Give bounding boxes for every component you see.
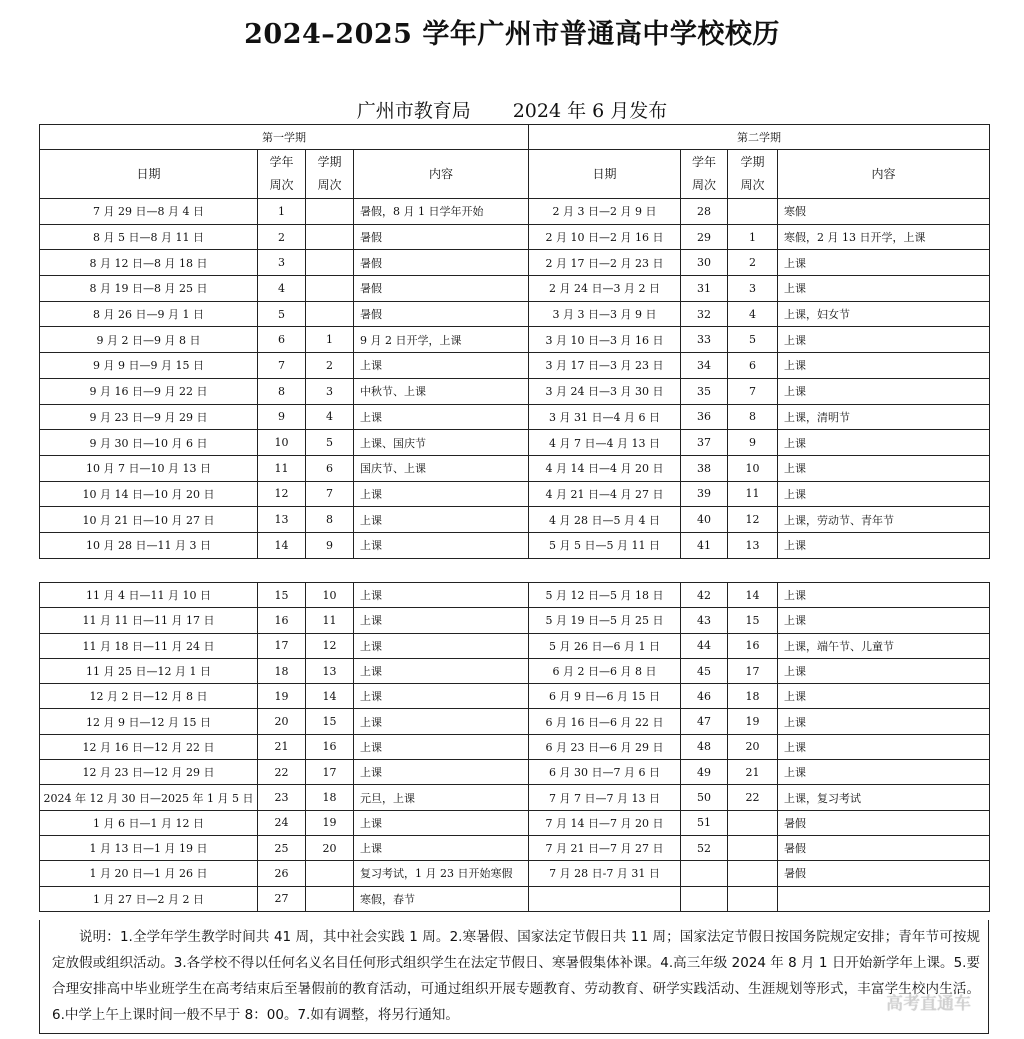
table-row: [40, 709, 990, 734]
s1-year-week: 22: [258, 760, 306, 785]
header-content: 内容: [354, 150, 529, 199]
s1-content: 上课: [354, 532, 529, 558]
s1-year-week: 4: [258, 276, 306, 302]
s1-date: 12 月 2 日—12 月 8 日: [40, 684, 258, 709]
s2-year-week: 46: [681, 684, 728, 709]
s2-term-week: 2: [728, 250, 778, 276]
s2-year-week: 30: [681, 250, 728, 276]
s2-content: 上课: [778, 327, 990, 353]
s2-term-week: 8: [728, 404, 778, 430]
table-row: [40, 481, 990, 507]
s1-year-week: 26: [258, 861, 306, 886]
table-row: [40, 455, 990, 481]
table-row: [40, 810, 990, 835]
s1-term-week: [306, 199, 354, 225]
s1-date: 12 月 23 日—12 月 29 日: [40, 760, 258, 785]
s1-date: 11 月 11 日—11 月 17 日: [40, 608, 258, 633]
s1-date: 9 月 2 日—9 月 8 日: [40, 327, 258, 353]
s2-year-week: 48: [681, 734, 728, 759]
s2-content: 上课，复习考试: [778, 785, 990, 810]
notes: 说明：1.全学年学生教学时间共 41 周，其中社会实践 1 周。2.寒暑假、国家法定节假日共 11 周；国家法定节假日按国务院规定安排；青年节可按规定放假或组织活动。3.各学校不得以任何名义名目任何形式组织学生在法定节假日、寒暑假集体补课。4.高三年级 2024 年 8 月 1 日开始新学年上课。5.要合理安排高中毕业班学生在高考结束后至暑假前的教育活动，可通过组织开展专题教育、劳动教育、研学实践活动、生涯规划等形式，丰富学生校内生活。6.中学上午上课时间一般不早于 8：00。7.如有调整，将另行通知。: [39, 920, 989, 1034]
header-term-week: 学期 周次: [306, 150, 354, 199]
s2-year-week: 38: [681, 455, 728, 481]
s1-content: 暑假: [354, 301, 529, 327]
s1-term-week: 13: [306, 658, 354, 683]
s1-term-week: 2: [306, 353, 354, 379]
s2-date: 7 月 14 日—7 月 20 日: [529, 810, 681, 835]
s1-year-week: 8: [258, 378, 306, 404]
watermark: 高考直通车: [886, 994, 971, 1014]
s2-content: 上课: [778, 658, 990, 683]
s1-term-week: 20: [306, 835, 354, 860]
s2-content: 上课: [778, 608, 990, 633]
s2-content: [778, 886, 990, 911]
s2-content: 上课: [778, 276, 990, 302]
s1-term-week: 8: [306, 507, 354, 533]
s1-date: 8 月 19 日—8 月 25 日: [40, 276, 258, 302]
s1-date: 1 月 27 日—2 月 2 日: [40, 886, 258, 911]
s1-date: 8 月 5 日—8 月 11 日: [40, 224, 258, 250]
s1-content: 中秋节、上课: [354, 378, 529, 404]
table-row: [40, 886, 990, 911]
s2-year-week: 47: [681, 709, 728, 734]
s1-year-week: 3: [258, 250, 306, 276]
s1-content: 国庆节、上课: [354, 455, 529, 481]
s2-year-week: 36: [681, 404, 728, 430]
s2-content: 上课: [778, 583, 990, 608]
s1-date: 11 月 18 日—11 月 24 日: [40, 633, 258, 658]
s2-content: 上课: [778, 684, 990, 709]
s1-content: 寒假，春节: [354, 886, 529, 911]
s1-term-week: 3: [306, 378, 354, 404]
s2-term-week: 20: [728, 734, 778, 759]
s2-term-week: 16: [728, 633, 778, 658]
s1-term-week: 18: [306, 785, 354, 810]
s2-year-week: 51: [681, 810, 728, 835]
table-row: [40, 378, 990, 404]
s1-year-week: 19: [258, 684, 306, 709]
s1-term-week: 4: [306, 404, 354, 430]
calendar-table-part2: [39, 582, 990, 912]
s1-content: 上课: [354, 507, 529, 533]
s2-term-week: [728, 886, 778, 911]
s2-year-week: 42: [681, 583, 728, 608]
s2-content: 上课，清明节: [778, 404, 990, 430]
s2-year-week: 29: [681, 224, 728, 250]
s1-term-week: 11: [306, 608, 354, 633]
s2-term-week: 6: [728, 353, 778, 379]
table-row: [40, 861, 990, 886]
s1-content: 上课: [354, 583, 529, 608]
s1-date: 10 月 14 日—10 月 20 日: [40, 481, 258, 507]
s2-year-week: 41: [681, 532, 728, 558]
s2-date: 6 月 2 日—6 月 8 日: [529, 658, 681, 683]
s2-date: 5 月 12 日—5 月 18 日: [529, 583, 681, 608]
s1-content: 上课、国庆节: [354, 430, 529, 456]
s1-year-week: 20: [258, 709, 306, 734]
s1-content: 暑假，8 月 1 日学年开始: [354, 199, 529, 225]
header-content: 内容: [778, 150, 990, 199]
header-term-week: 学期 周次: [728, 150, 778, 199]
s2-term-week: 5: [728, 327, 778, 353]
table-row: [40, 734, 990, 759]
table-row: [40, 250, 990, 276]
s2-date: 3 月 24 日—3 月 30 日: [529, 378, 681, 404]
s2-content: 上课: [778, 709, 990, 734]
table-row: [40, 785, 990, 810]
s1-term-week: [306, 276, 354, 302]
s1-term-week: 17: [306, 760, 354, 785]
s1-term-week: 16: [306, 734, 354, 759]
s2-year-week: [681, 861, 728, 886]
s2-year-week: 49: [681, 760, 728, 785]
s2-date: 6 月 30 日—7 月 6 日: [529, 760, 681, 785]
s2-date: 4 月 28 日—5 月 4 日: [529, 507, 681, 533]
first-semester-header: 第一学期: [40, 125, 529, 150]
s2-term-week: 10: [728, 455, 778, 481]
header-date: 日期: [529, 150, 681, 199]
s1-date: 9 月 16 日—9 月 22 日: [40, 378, 258, 404]
s2-content: 上课: [778, 353, 990, 379]
s1-term-week: [306, 224, 354, 250]
s2-date: 6 月 23 日—6 月 29 日: [529, 734, 681, 759]
s2-term-week: 19: [728, 709, 778, 734]
s1-content: 上课: [354, 633, 529, 658]
s2-year-week: 37: [681, 430, 728, 456]
s2-year-week: 28: [681, 199, 728, 225]
s1-year-week: 23: [258, 785, 306, 810]
s2-date: 2 月 10 日—2 月 16 日: [529, 224, 681, 250]
s2-date: 2 月 3 日—2 月 9 日: [529, 199, 681, 225]
calendar-table-part1: [39, 124, 990, 559]
s1-content: 暑假: [354, 276, 529, 302]
header-year-week: 学年 周次: [258, 150, 306, 199]
s2-content: 上课: [778, 532, 990, 558]
table-row: [40, 276, 990, 302]
s2-term-week: [728, 861, 778, 886]
table-row: [40, 301, 990, 327]
s2-date: 3 月 10 日—3 月 16 日: [529, 327, 681, 353]
s1-term-week: 19: [306, 810, 354, 835]
s1-content: 上课: [354, 658, 529, 683]
s2-content: 上课，劳动节、青年节: [778, 507, 990, 533]
publish-date: 2024 年 6 月发布: [512, 100, 668, 122]
s2-content: 寒假: [778, 199, 990, 225]
s1-date: 10 月 21 日—10 月 27 日: [40, 507, 258, 533]
s1-content: 元旦，上课: [354, 785, 529, 810]
s2-content: 暑假: [778, 835, 990, 860]
s2-year-week: 40: [681, 507, 728, 533]
s2-date: 3 月 3 日—3 月 9 日: [529, 301, 681, 327]
s1-term-week: 12: [306, 633, 354, 658]
s1-term-week: [306, 301, 354, 327]
s2-term-week: [728, 810, 778, 835]
s1-term-week: 1: [306, 327, 354, 353]
s2-content: 上课: [778, 734, 990, 759]
s1-date: 1 月 20 日—1 月 26 日: [40, 861, 258, 886]
s1-content: 上课: [354, 835, 529, 860]
s1-date: 10 月 7 日—10 月 13 日: [40, 455, 258, 481]
s2-year-week: 45: [681, 658, 728, 683]
s2-term-week: 22: [728, 785, 778, 810]
s2-year-week: 50: [681, 785, 728, 810]
s1-content: 上课: [354, 608, 529, 633]
table-row: [40, 404, 990, 430]
s2-term-week: 21: [728, 760, 778, 785]
s2-term-week: 9: [728, 430, 778, 456]
s2-term-week: 1: [728, 224, 778, 250]
header-date: 日期: [40, 150, 258, 199]
s1-term-week: 7: [306, 481, 354, 507]
s1-date: 9 月 9 日—9 月 15 日: [40, 353, 258, 379]
s2-content: 上课，妇女节: [778, 301, 990, 327]
s1-date: 1 月 6 日—1 月 12 日: [40, 810, 258, 835]
s2-date: 7 月 7 日—7 月 13 日: [529, 785, 681, 810]
table-row: [40, 633, 990, 658]
s2-date: 7 月 21 日—7 月 27 日: [529, 835, 681, 860]
s2-date: 2 月 24 日—3 月 2 日: [529, 276, 681, 302]
s2-year-week: 31: [681, 276, 728, 302]
s2-year-week: 32: [681, 301, 728, 327]
table-row: [40, 199, 990, 225]
s2-content: 上课: [778, 430, 990, 456]
s2-date: 6 月 9 日—6 月 15 日: [529, 684, 681, 709]
s2-date: 7 月 28 日-7 月 31 日: [529, 861, 681, 886]
s1-year-week: 12: [258, 481, 306, 507]
s1-year-week: 7: [258, 353, 306, 379]
table-row: [40, 430, 990, 456]
s1-term-week: [306, 250, 354, 276]
s1-year-week: 16: [258, 608, 306, 633]
table-row: [40, 684, 990, 709]
s1-year-week: 9: [258, 404, 306, 430]
s1-date: 12 月 9 日—12 月 15 日: [40, 709, 258, 734]
s1-content: 上课: [354, 684, 529, 709]
s1-date: 10 月 28 日—11 月 3 日: [40, 532, 258, 558]
s2-term-week: 14: [728, 583, 778, 608]
s2-term-week: [728, 835, 778, 860]
s1-year-week: 27: [258, 886, 306, 911]
s1-content: 上课: [354, 810, 529, 835]
s1-term-week: 5: [306, 430, 354, 456]
s2-content: 上课: [778, 378, 990, 404]
s1-date: 2024 年 12 月 30 日—2025 年 1 月 5 日: [40, 785, 258, 810]
s2-term-week: 17: [728, 658, 778, 683]
s2-content: 上课: [778, 455, 990, 481]
s2-date: 5 月 26 日—6 月 1 日: [529, 633, 681, 658]
s2-year-week: [681, 886, 728, 911]
s1-year-week: 18: [258, 658, 306, 683]
subtitle: [0, 96, 1024, 123]
s1-date: 9 月 30 日—10 月 6 日: [40, 430, 258, 456]
s1-year-week: 25: [258, 835, 306, 860]
s2-year-week: 33: [681, 327, 728, 353]
s1-content: 上课: [354, 481, 529, 507]
s1-date: 11 月 25 日—12 月 1 日: [40, 658, 258, 683]
s2-date: 2 月 17 日—2 月 23 日: [529, 250, 681, 276]
s1-year-week: 10: [258, 430, 306, 456]
s2-term-week: 13: [728, 532, 778, 558]
s2-term-week: 12: [728, 507, 778, 533]
header-year-week: 学年 周次: [681, 150, 728, 199]
s1-content: 上课: [354, 760, 529, 785]
s1-date: 7 月 29 日—8 月 4 日: [40, 199, 258, 225]
s2-year-week: 39: [681, 481, 728, 507]
s2-term-week: 3: [728, 276, 778, 302]
s2-date: 6 月 16 日—6 月 22 日: [529, 709, 681, 734]
s1-term-week: 15: [306, 709, 354, 734]
s1-year-week: 2: [258, 224, 306, 250]
s1-year-week: 11: [258, 455, 306, 481]
s1-year-week: 17: [258, 633, 306, 658]
s1-date: 9 月 23 日—9 月 29 日: [40, 404, 258, 430]
table-row: [40, 608, 990, 633]
s2-term-week: 11: [728, 481, 778, 507]
table-row: [40, 760, 990, 785]
second-semester-header: 第二学期: [529, 125, 990, 150]
s1-year-week: 24: [258, 810, 306, 835]
s2-content: 上课: [778, 760, 990, 785]
s1-date: 12 月 16 日—12 月 22 日: [40, 734, 258, 759]
s1-date: 1 月 13 日—1 月 19 日: [40, 835, 258, 860]
table-row: [40, 327, 990, 353]
s2-content: 暑假: [778, 810, 990, 835]
s2-term-week: 18: [728, 684, 778, 709]
s1-year-week: 1: [258, 199, 306, 225]
s2-content: 上课: [778, 481, 990, 507]
s2-date: 4 月 7 日—4 月 13 日: [529, 430, 681, 456]
table-row: [40, 353, 990, 379]
s2-date: 4 月 14 日—4 月 20 日: [529, 455, 681, 481]
s1-date: 8 月 12 日—8 月 18 日: [40, 250, 258, 276]
s1-term-week: [306, 886, 354, 911]
issuer: 广州市教育局: [356, 100, 471, 122]
s2-year-week: 52: [681, 835, 728, 860]
s1-year-week: 13: [258, 507, 306, 533]
s1-content: 上课: [354, 353, 529, 379]
s2-date: 5 月 5 日—5 月 11 日: [529, 532, 681, 558]
s1-year-week: 21: [258, 734, 306, 759]
s1-content: 暑假: [354, 224, 529, 250]
s2-content: 上课，端午节、儿童节: [778, 633, 990, 658]
s1-term-week: 6: [306, 455, 354, 481]
s1-date: 8 月 26 日—9 月 1 日: [40, 301, 258, 327]
s2-date: 4 月 21 日—4 月 27 日: [529, 481, 681, 507]
s1-term-week: [306, 861, 354, 886]
s2-year-week: 44: [681, 633, 728, 658]
s2-term-week: [728, 199, 778, 225]
s2-term-week: 7: [728, 378, 778, 404]
table-row: [40, 583, 990, 608]
s1-date: 11 月 4 日—11 月 10 日: [40, 583, 258, 608]
table-row: [40, 507, 990, 533]
s1-term-week: 9: [306, 532, 354, 558]
table-row: [40, 835, 990, 860]
s1-term-week: 14: [306, 684, 354, 709]
s2-year-week: 43: [681, 608, 728, 633]
s1-year-week: 15: [258, 583, 306, 608]
s2-date: 5 月 19 日—5 月 25 日: [529, 608, 681, 633]
s1-year-week: 5: [258, 301, 306, 327]
s2-content: 上课: [778, 250, 990, 276]
s1-term-week: 10: [306, 583, 354, 608]
s1-content: 上课: [354, 734, 529, 759]
table-row: [40, 224, 990, 250]
s2-term-week: 4: [728, 301, 778, 327]
s1-year-week: 6: [258, 327, 306, 353]
s2-content: 寒假，2 月 13 日开学，上课: [778, 224, 990, 250]
table-row: [40, 532, 990, 558]
s1-content: 上课: [354, 404, 529, 430]
s2-year-week: 34: [681, 353, 728, 379]
page-title: 2024–2025 学年广州市普通高中学校校历: [244, 19, 780, 50]
s1-year-week: 14: [258, 532, 306, 558]
s2-year-week: 35: [681, 378, 728, 404]
s1-content: 上课: [354, 709, 529, 734]
s2-date: 3 月 31 日—4 月 6 日: [529, 404, 681, 430]
s1-content: 复习考试，1 月 23 日开始寒假: [354, 861, 529, 886]
s2-date: 3 月 17 日—3 月 23 日: [529, 353, 681, 379]
table-row: [40, 658, 990, 683]
s1-content: 暑假: [354, 250, 529, 276]
s1-content: 9 月 2 日开学，上课: [354, 327, 529, 353]
s2-term-week: 15: [728, 608, 778, 633]
s2-date: [529, 886, 681, 911]
s2-content: 暑假: [778, 861, 990, 886]
